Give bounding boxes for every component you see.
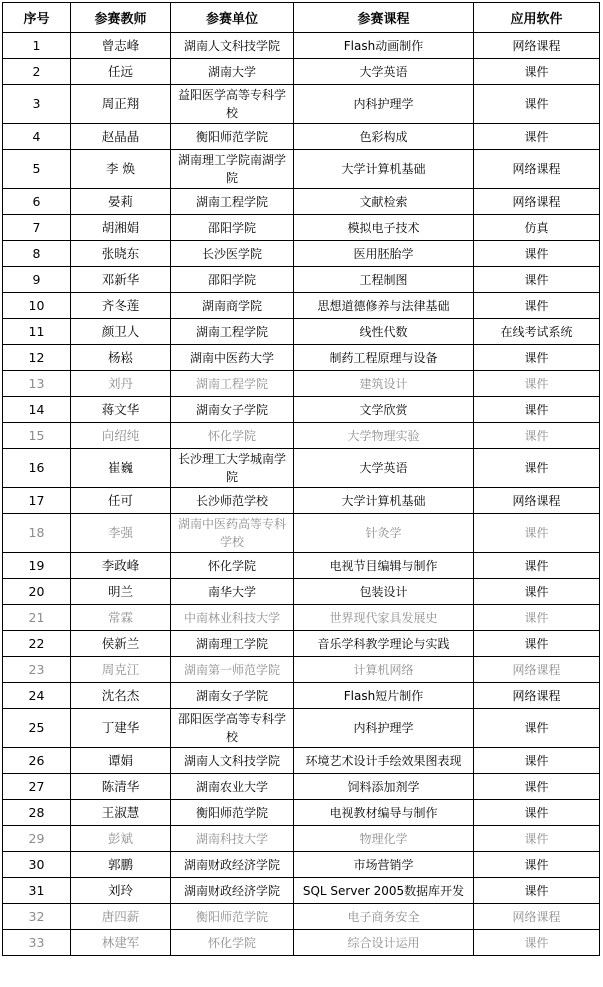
- software-type: 课件: [474, 345, 600, 371]
- row-number: 31: [3, 878, 71, 904]
- unit-name: 湖南大学: [171, 59, 294, 85]
- unit-name: 湖南工程学院: [171, 319, 294, 345]
- course-name: Flash短片制作: [294, 683, 474, 709]
- teacher-name: 杨崧: [71, 345, 171, 371]
- row-number: 14: [3, 397, 71, 423]
- results-table-container: [2, 2, 600, 956]
- table-row: [3, 215, 600, 241]
- teacher-name: 彭斌: [71, 826, 171, 852]
- row-number: 26: [3, 748, 71, 774]
- course-name: 建筑设计: [294, 371, 474, 397]
- results-table: [2, 2, 600, 956]
- table-row: [3, 59, 600, 85]
- table-body: [3, 33, 600, 956]
- unit-name: 湖南人文科技学院: [171, 748, 294, 774]
- software-type: 课件: [474, 605, 600, 631]
- table-row: [3, 657, 600, 683]
- table-row: [3, 449, 600, 488]
- course-name: 内科护理学: [294, 85, 474, 124]
- header-software: 应用软件: [474, 3, 600, 33]
- course-name: 电视节目编辑与制作: [294, 553, 474, 579]
- unit-name: 湖南人文科技学院: [171, 33, 294, 59]
- table-row: [3, 124, 600, 150]
- table-row: [3, 397, 600, 423]
- row-number: 9: [3, 267, 71, 293]
- table-row: [3, 319, 600, 345]
- software-type: 网络课程: [474, 488, 600, 514]
- unit-name: 怀化学院: [171, 423, 294, 449]
- unit-name: 邵阳医学高等专科学校: [171, 709, 294, 748]
- row-number: 29: [3, 826, 71, 852]
- software-type: 课件: [474, 59, 600, 85]
- row-number: 3: [3, 85, 71, 124]
- teacher-name: 李强: [71, 514, 171, 553]
- software-type: 课件: [474, 774, 600, 800]
- software-type: 课件: [474, 293, 600, 319]
- table-row: [3, 423, 600, 449]
- teacher-name: 李 焕: [71, 150, 171, 189]
- unit-name: 湖南理工学院: [171, 631, 294, 657]
- software-type: 网络课程: [474, 657, 600, 683]
- unit-name: 怀化学院: [171, 930, 294, 956]
- unit-name: 长沙理工大学城南学院: [171, 449, 294, 488]
- row-number: 8: [3, 241, 71, 267]
- row-number: 24: [3, 683, 71, 709]
- table-row: [3, 85, 600, 124]
- teacher-name: 赵晶晶: [71, 124, 171, 150]
- course-name: 市场营销学: [294, 852, 474, 878]
- software-type: 课件: [474, 267, 600, 293]
- table-row: [3, 241, 600, 267]
- course-name: 思想道德修养与法律基础: [294, 293, 474, 319]
- table-row: [3, 553, 600, 579]
- table-row: [3, 709, 600, 748]
- course-name: SQL Server 2005数据库开发: [294, 878, 474, 904]
- row-number: 19: [3, 553, 71, 579]
- unit-name: 湖南农业大学: [171, 774, 294, 800]
- teacher-name: 李政峰: [71, 553, 171, 579]
- teacher-name: 侯新兰: [71, 631, 171, 657]
- course-name: 计算机网络: [294, 657, 474, 683]
- unit-name: 湖南中医药大学: [171, 345, 294, 371]
- table-row: [3, 748, 600, 774]
- software-type: 课件: [474, 85, 600, 124]
- unit-name: 湖南理工学院南湖学院: [171, 150, 294, 189]
- course-name: 大学计算机基础: [294, 150, 474, 189]
- course-name: 大学英语: [294, 449, 474, 488]
- course-name: 物理化学: [294, 826, 474, 852]
- unit-name: 湖南财政经济学院: [171, 852, 294, 878]
- course-name: 饲料添加剂学: [294, 774, 474, 800]
- software-type: 课件: [474, 423, 600, 449]
- teacher-name: 任远: [71, 59, 171, 85]
- teacher-name: 王淑慧: [71, 800, 171, 826]
- course-name: 电视教材编导与制作: [294, 800, 474, 826]
- teacher-name: 周正翔: [71, 85, 171, 124]
- table-row: [3, 852, 600, 878]
- teacher-name: 任可: [71, 488, 171, 514]
- table-row: [3, 189, 600, 215]
- teacher-name: 郭鹏: [71, 852, 171, 878]
- table-row: [3, 345, 600, 371]
- unit-name: 长沙师范学校: [171, 488, 294, 514]
- row-number: 25: [3, 709, 71, 748]
- teacher-name: 谭娟: [71, 748, 171, 774]
- row-number: 10: [3, 293, 71, 319]
- unit-name: 中南林业科技大学: [171, 605, 294, 631]
- unit-name: 益阳医学高等专科学校: [171, 85, 294, 124]
- software-type: 课件: [474, 800, 600, 826]
- row-number: 15: [3, 423, 71, 449]
- row-number: 27: [3, 774, 71, 800]
- table-row: [3, 371, 600, 397]
- course-name: 环境艺术设计手绘效果图表现: [294, 748, 474, 774]
- row-number: 6: [3, 189, 71, 215]
- row-number: 12: [3, 345, 71, 371]
- teacher-name: 常霖: [71, 605, 171, 631]
- table-row: [3, 293, 600, 319]
- course-name: 色彩构成: [294, 124, 474, 150]
- row-number: 17: [3, 488, 71, 514]
- row-number: 23: [3, 657, 71, 683]
- software-type: 课件: [474, 371, 600, 397]
- unit-name: 衡阳师范学院: [171, 904, 294, 930]
- table-row: [3, 904, 600, 930]
- table-row: [3, 878, 600, 904]
- unit-name: 湖南财政经济学院: [171, 878, 294, 904]
- course-name: 音乐学科教学理论与实践: [294, 631, 474, 657]
- software-type: 网络课程: [474, 150, 600, 189]
- row-number: 13: [3, 371, 71, 397]
- table-row: [3, 605, 600, 631]
- software-type: 课件: [474, 579, 600, 605]
- teacher-name: 蒋文华: [71, 397, 171, 423]
- unit-name: 湖南商学院: [171, 293, 294, 319]
- header-unit: 参赛单位: [171, 3, 294, 33]
- unit-name: 衡阳师范学院: [171, 800, 294, 826]
- header-no: 序号: [3, 3, 71, 33]
- table-row: [3, 514, 600, 553]
- teacher-name: 颜卫人: [71, 319, 171, 345]
- teacher-name: 明兰: [71, 579, 171, 605]
- table-row: [3, 150, 600, 189]
- unit-name: 长沙医学院: [171, 241, 294, 267]
- table-row: [3, 579, 600, 605]
- course-name: 医用胚胎学: [294, 241, 474, 267]
- table-row: [3, 267, 600, 293]
- course-name: 工程制图: [294, 267, 474, 293]
- teacher-name: 张晓东: [71, 241, 171, 267]
- software-type: 课件: [474, 124, 600, 150]
- course-name: 内科护理学: [294, 709, 474, 748]
- course-name: 包装设计: [294, 579, 474, 605]
- software-type: 课件: [474, 514, 600, 553]
- teacher-name: 沈名杰: [71, 683, 171, 709]
- software-type: 课件: [474, 826, 600, 852]
- software-type: 课件: [474, 748, 600, 774]
- course-name: 模拟电子技术: [294, 215, 474, 241]
- row-number: 4: [3, 124, 71, 150]
- course-name: 世界现代家具发展史: [294, 605, 474, 631]
- software-type: 仿真: [474, 215, 600, 241]
- teacher-name: 丁建华: [71, 709, 171, 748]
- unit-name: 怀化学院: [171, 553, 294, 579]
- software-type: 课件: [474, 878, 600, 904]
- course-name: 电子商务安全: [294, 904, 474, 930]
- row-number: 11: [3, 319, 71, 345]
- teacher-name: 刘玲: [71, 878, 171, 904]
- table-row: [3, 33, 600, 59]
- course-name: 综合设计运用: [294, 930, 474, 956]
- teacher-name: 陈清华: [71, 774, 171, 800]
- table-row: [3, 774, 600, 800]
- unit-name: 湖南女子学院: [171, 397, 294, 423]
- unit-name: 湖南中医药高等专科学校: [171, 514, 294, 553]
- table-row: [3, 683, 600, 709]
- table-row: [3, 930, 600, 956]
- software-type: 课件: [474, 852, 600, 878]
- row-number: 5: [3, 150, 71, 189]
- course-name: Flash动画制作: [294, 33, 474, 59]
- software-type: 在线考试系统: [474, 319, 600, 345]
- row-number: 33: [3, 930, 71, 956]
- unit-name: 衡阳师范学院: [171, 124, 294, 150]
- software-type: 网络课程: [474, 904, 600, 930]
- teacher-name: 向绍纯: [71, 423, 171, 449]
- teacher-name: 邓新华: [71, 267, 171, 293]
- teacher-name: 崔巍: [71, 449, 171, 488]
- teacher-name: 唐四薪: [71, 904, 171, 930]
- unit-name: 湖南工程学院: [171, 371, 294, 397]
- course-name: 文献检索: [294, 189, 474, 215]
- software-type: 课件: [474, 631, 600, 657]
- software-type: 课件: [474, 553, 600, 579]
- course-name: 针灸学: [294, 514, 474, 553]
- unit-name: 湖南第一师范学院: [171, 657, 294, 683]
- software-type: 课件: [474, 930, 600, 956]
- row-number: 18: [3, 514, 71, 553]
- row-number: 21: [3, 605, 71, 631]
- row-number: 22: [3, 631, 71, 657]
- unit-name: 湖南女子学院: [171, 683, 294, 709]
- course-name: 制药工程原理与设备: [294, 345, 474, 371]
- header-course: 参赛课程: [294, 3, 474, 33]
- row-number: 7: [3, 215, 71, 241]
- unit-name: 邵阳学院: [171, 267, 294, 293]
- row-number: 2: [3, 59, 71, 85]
- software-type: 课件: [474, 449, 600, 488]
- table-header-row: [3, 3, 600, 33]
- row-number: 30: [3, 852, 71, 878]
- teacher-name: 晏莉: [71, 189, 171, 215]
- row-number: 16: [3, 449, 71, 488]
- course-name: 大学物理实验: [294, 423, 474, 449]
- teacher-name: 胡湘娟: [71, 215, 171, 241]
- row-number: 28: [3, 800, 71, 826]
- software-type: 课件: [474, 241, 600, 267]
- unit-name: 湖南工程学院: [171, 189, 294, 215]
- software-type: 课件: [474, 709, 600, 748]
- software-type: 网络课程: [474, 189, 600, 215]
- row-number: 1: [3, 33, 71, 59]
- unit-name: 邵阳学院: [171, 215, 294, 241]
- unit-name: 南华大学: [171, 579, 294, 605]
- teacher-name: 齐冬莲: [71, 293, 171, 319]
- row-number: 20: [3, 579, 71, 605]
- course-name: 大学计算机基础: [294, 488, 474, 514]
- course-name: 线性代数: [294, 319, 474, 345]
- row-number: 32: [3, 904, 71, 930]
- course-name: 大学英语: [294, 59, 474, 85]
- teacher-name: 周克江: [71, 657, 171, 683]
- table-row: [3, 826, 600, 852]
- teacher-name: 林建军: [71, 930, 171, 956]
- teacher-name: 刘丹: [71, 371, 171, 397]
- software-type: 网络课程: [474, 33, 600, 59]
- software-type: 网络课程: [474, 683, 600, 709]
- teacher-name: 曾志峰: [71, 33, 171, 59]
- software-type: 课件: [474, 397, 600, 423]
- header-teacher: 参赛教师: [71, 3, 171, 33]
- table-row: [3, 488, 600, 514]
- course-name: 文学欣赏: [294, 397, 474, 423]
- table-row: [3, 800, 600, 826]
- table-row: [3, 631, 600, 657]
- unit-name: 湖南科技大学: [171, 826, 294, 852]
